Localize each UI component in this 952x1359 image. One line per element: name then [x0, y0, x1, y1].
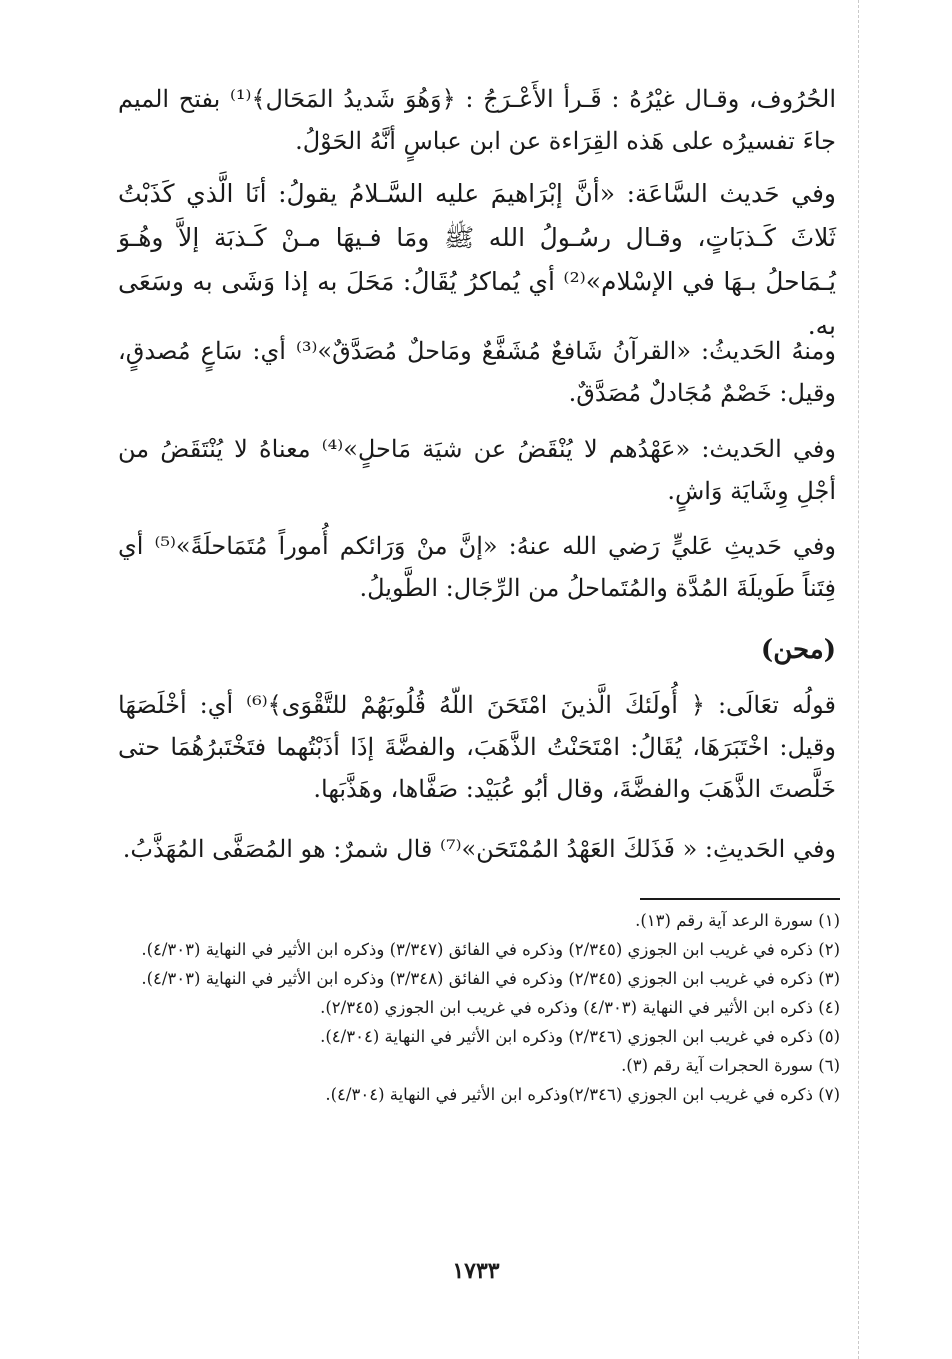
footnote-1: (١) سورة الرعد آية رقم (١٣). — [635, 911, 840, 930]
section-heading: (محن) — [760, 635, 836, 665]
footnote-6: (٦) سورة الحجرات آية رقم (٣). — [621, 1056, 840, 1075]
binding-margin-line — [858, 0, 859, 1359]
footnote-3: (٣) ذكره في غريب ابن الجوزي (٢/٣٤٥) وذكره في الفائق (٣/٣٤٨) وذكره ابن الأثير في النهاية (٤/٣٠٣). — [141, 969, 840, 988]
footnote-2: (٢) ذكره في غريب ابن الجوزي (٢/٣٤٥) وذكره في الفائق (٣/٣٤٧) وذكره ابن الأثير في النهاية (٤/٣٠٣). — [141, 940, 840, 959]
paragraph-2-hadith-ibrahim: وفي حَديث السَّاعَة: «أنَّ إبْرَاهيمَ عليه السَّـلامُ يقولُ: أنَا الَّذي كَذَبْتُ ثَلاثَ كَـذبَاتٍ، وقـال رسُـولُ الله ﷺ ومَا فـيهَا مـنْ كَـذبَة إلاَّ وهُـوَ يُـمَاحلُ بـهَا في الإسْلام»⁽²⁾ أي يُماكرُ يُقَالُ: مَحَلَ به إذا وَشَى به وسَعَى به. — [118, 179, 836, 340]
footnote-separator — [640, 898, 840, 900]
footnote-7: (٧) ذكره في غريب ابن الجوزي (٢/٣٤٦)وذكره ابن الأثير في النهاية (٤/٣٠٤). — [325, 1085, 840, 1104]
paragraph-5-ali-hadith: وفي حَديثِ عَليٍّ رَضي الله عنهُ: «إنَّ منْ وَرَائكم أُموراً مُتَمَاحلَةً»⁽⁵⁾ أي فِتَناً طَويلَةَ المُدَّة والمُتَماحلُ من الرِّجَال: الطَّويلُ. — [118, 532, 836, 602]
paragraph-6-quran-verse: قولُه تعَالَى: ﴿ أُولَئكَ الَّذينَ امْتَحَنَ اللّهُ قُلُوبَهُمْ للتَّقْوَى﴾⁽⁶⁾ أي: أخْلَصَهَا وقيل: اخْتَبَرَهَا، يُقَالُ: امْتَحَنْتُ الذَّهَبَ، والفضَّةَ إذَا أذَبْتُهما فتَخْتَبرُهُمَا حتى خَلَّصتَ الذَّهَبَ والفضَّةَ، وقال أبُو عُبَيْد: صَفَّاها، وهَذَّبَها. — [118, 691, 836, 803]
paragraph-1: الحُرُوف، وقـال غيْرُهُ : قَـرأ الأَعْـرَجُ : ﴿وَهُوَ شَديدُ المَحَال﴾⁽¹⁾ بفتح الميم جاءَ تفسيرُه على هَذه القِرَاءة عن ابن عباسٍ أنَّهُ الحَوْلُ. — [118, 85, 836, 155]
footnote-4: (٤) ذكره ابن الأثير في النهاية (٤/٣٠٣) وذكره في غريب ابن الجوزي (٢/٣٤٥). — [320, 998, 840, 1017]
paragraph-7-hadith-ahd-mumtahan: وفي الحَديثِ: « فَذَلكَ العَهْدُ المُمْتَحَن»⁽⁷⁾ قال شمرٌ: هو المُصَفَّى المُهَذَّبُ. — [122, 835, 836, 863]
footnote-5: (٥) ذكره في غريب ابن الجوزي (٢/٣٤٦) وذكره ابن الأثير في النهاية (٤/٣٠٤). — [320, 1027, 840, 1046]
paragraph-4-ahd-hadith: وفي الحَديث: «عَهْدُهم لا يُنْقَضُ عن شيَة مَاحلٍ»⁽⁴⁾ معناهُ لا يُنْتَقَضُ من أجْلِ وِشَايَة وَاشٍ. — [118, 435, 836, 505]
paragraph-3-quran-hadith: ومنهُ الحَديثُ: «القرآنُ شَافعٌ مُشَفَّعٌ ومَاحلٌ مُصَدَّقٌ»⁽³⁾ أي: سَاعٍ مُصدقٍ، وقيل: خَصْمٌ مُجَادلٌ مُصَدَّقٌ. — [118, 337, 836, 407]
page-number: ١٧٣٣ — [452, 1258, 500, 1284]
footnotes — [140, 906, 840, 1109]
